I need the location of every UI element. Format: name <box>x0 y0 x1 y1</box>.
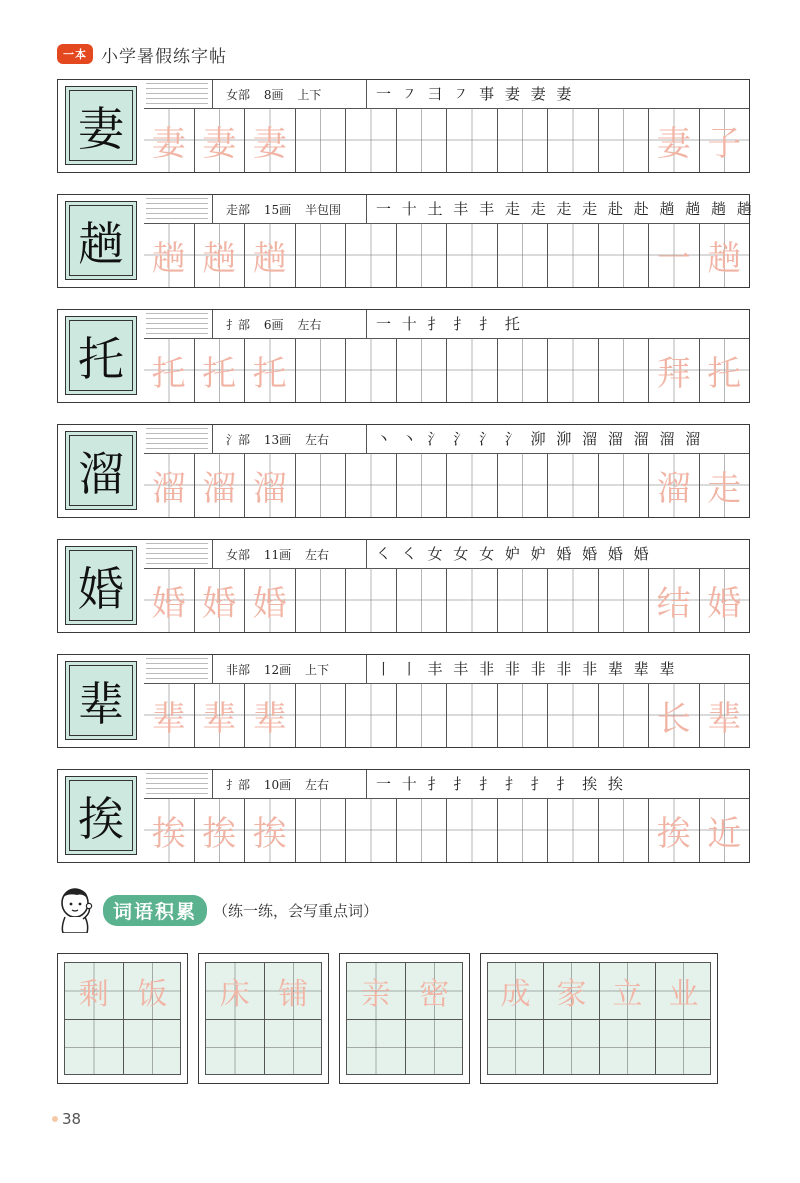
practice-cell[interactable] <box>497 568 548 632</box>
trace-character <box>397 568 447 632</box>
character-block <box>57 79 750 173</box>
trace-character <box>548 453 598 517</box>
trace-character: 托 <box>202 353 237 394</box>
character-info-row <box>144 425 749 454</box>
trace-character <box>548 223 598 287</box>
practice-cell[interactable] <box>295 108 346 172</box>
trace-character: 挨 <box>252 813 287 854</box>
practice-cell[interactable] <box>648 683 699 747</box>
trace-character <box>548 108 598 172</box>
trace-character: 妻 <box>252 123 287 164</box>
vocab-cell[interactable] <box>655 1019 711 1076</box>
character-info-row <box>144 655 749 684</box>
trace-character <box>346 338 396 402</box>
practice-cell[interactable] <box>497 453 548 517</box>
vocab-cell[interactable] <box>599 1019 655 1076</box>
vocab-cell[interactable] <box>264 962 323 1019</box>
trace-character <box>498 568 548 632</box>
pinyin-lines[interactable] <box>146 543 208 565</box>
vocab-section-title <box>57 886 378 934</box>
radical: 非部 <box>226 663 251 677</box>
trace-character <box>498 223 548 287</box>
trace-character: 挨 <box>151 813 186 854</box>
trace-character <box>397 223 447 287</box>
pinyin-lines[interactable] <box>146 83 208 105</box>
trace-character: 婚 <box>252 583 287 624</box>
trace-character: 溜 <box>252 468 287 509</box>
stroke-order: 丨 丨 丰 丰 非 非 非 非 非 辈 辈 辈 <box>376 660 678 678</box>
practice-cell[interactable] <box>194 683 245 747</box>
practice-cell[interactable] <box>598 683 649 747</box>
practice-cell[interactable] <box>699 108 750 172</box>
stroke-order: 一 十 土 丰 丰 走 走 走 走 赴 赴 趟 趟 趟 趟 <box>376 200 755 218</box>
practice-cell[interactable] <box>345 683 396 747</box>
vocab-trace-character: 饭 <box>137 976 168 1012</box>
practice-cell[interactable] <box>244 223 295 287</box>
trace-character <box>599 223 649 287</box>
trace-character <box>447 683 497 747</box>
trace-character: 长 <box>656 698 691 739</box>
vocab-cell[interactable] <box>346 962 405 1019</box>
trace-character <box>447 338 497 402</box>
vocab-word-box <box>57 953 188 1084</box>
vocab-word-box <box>339 953 470 1084</box>
page-number-text: 38 <box>62 1110 82 1128</box>
practice-cell[interactable] <box>598 568 649 632</box>
trace-character: 婚 <box>707 583 742 624</box>
vocab-trace-character: 成 <box>500 976 531 1012</box>
trace-character <box>397 108 447 172</box>
vocab-word-box <box>198 953 329 1084</box>
practice-cell[interactable] <box>497 683 548 747</box>
vocab-trace-character: 剩 <box>78 976 109 1012</box>
trace-character: 趟 <box>707 238 742 279</box>
radical: 扌部 <box>226 318 251 332</box>
trace-character: 近 <box>707 813 742 854</box>
trace-character: 妻 <box>202 123 237 164</box>
trace-character <box>296 683 346 747</box>
trace-character <box>296 798 346 862</box>
main-character-box <box>65 661 137 740</box>
vocab-cell[interactable] <box>346 1019 405 1076</box>
stroke-count: 6画 <box>263 318 284 332</box>
vocab-trace-character: 床 <box>219 976 250 1012</box>
character-meta <box>226 86 331 103</box>
trace-character <box>346 453 396 517</box>
practice-cell[interactable] <box>699 223 750 287</box>
vocab-cell[interactable] <box>655 962 711 1019</box>
practice-cell[interactable] <box>194 453 245 517</box>
practice-cell[interactable] <box>345 338 396 402</box>
practice-cell[interactable] <box>446 683 497 747</box>
practice-cell[interactable] <box>446 798 497 862</box>
main-character-box <box>65 86 137 165</box>
practice-grid <box>144 798 749 862</box>
practice-cell[interactable] <box>446 338 497 402</box>
main-character: 妻 <box>78 101 124 156</box>
practice-cell[interactable] <box>144 683 194 747</box>
trace-character: 托 <box>151 353 186 394</box>
stroke-count: 10画 <box>263 778 292 792</box>
structure: 半包围 <box>304 203 341 217</box>
practice-cell[interactable] <box>598 338 649 402</box>
practice-cell[interactable] <box>446 568 497 632</box>
series-badge: 一本 <box>57 44 93 64</box>
character-info-row <box>144 80 749 109</box>
vocab-cell[interactable] <box>599 962 655 1019</box>
practice-grid <box>144 568 749 632</box>
trace-character: 拜 <box>656 353 691 394</box>
practice-cell[interactable] <box>396 683 447 747</box>
trace-character <box>548 683 598 747</box>
main-character-box <box>65 546 137 625</box>
vocab-cell[interactable] <box>487 962 543 1019</box>
trace-character: 溜 <box>202 468 237 509</box>
practice-cell[interactable] <box>547 338 598 402</box>
stroke-order: 一 ㇇ 彐 ㇇ 事 妻 妻 妻 <box>376 85 575 103</box>
trace-character <box>296 453 346 517</box>
practice-cell[interactable] <box>295 683 346 747</box>
practice-cell[interactable] <box>497 223 548 287</box>
practice-cell[interactable] <box>598 223 649 287</box>
radical: 走部 <box>226 203 251 217</box>
vocab-cell[interactable] <box>487 1019 543 1076</box>
practice-cell[interactable] <box>144 338 194 402</box>
trace-character <box>397 683 447 747</box>
trace-character <box>599 108 649 172</box>
practice-cell[interactable] <box>497 338 548 402</box>
character-meta <box>226 316 331 333</box>
practice-cell[interactable] <box>194 223 245 287</box>
character-meta <box>226 661 339 678</box>
trace-character <box>296 223 346 287</box>
stroke-count: 11画 <box>263 548 292 562</box>
character-meta <box>226 201 351 218</box>
structure: 左右 <box>297 318 322 332</box>
vocab-trace-character: 家 <box>556 976 587 1012</box>
practice-cell[interactable] <box>598 798 649 862</box>
practice-cell[interactable] <box>547 453 598 517</box>
radical: 扌部 <box>226 778 251 792</box>
practice-cell[interactable] <box>345 453 396 517</box>
vocab-cell[interactable] <box>405 1019 464 1076</box>
book-title: 小学暑假练字帖 <box>101 46 227 67</box>
trace-character: 结 <box>656 583 691 624</box>
trace-character <box>599 798 649 862</box>
trace-character <box>397 453 447 517</box>
character-info-row <box>144 770 749 799</box>
pinyin-lines[interactable] <box>146 313 208 335</box>
trace-character <box>599 683 649 747</box>
practice-grid <box>144 338 749 402</box>
practice-cell[interactable] <box>396 338 447 402</box>
character-info-row <box>144 540 749 569</box>
practice-cell[interactable] <box>547 223 598 287</box>
practice-cell[interactable] <box>244 568 295 632</box>
trace-character <box>346 798 396 862</box>
character-block <box>57 424 750 518</box>
character-info-row <box>144 310 749 339</box>
main-character-box <box>65 201 137 280</box>
practice-cell[interactable] <box>295 568 346 632</box>
practice-cell[interactable] <box>144 568 194 632</box>
trace-character: 溜 <box>656 468 691 509</box>
practice-cell[interactable] <box>244 338 295 402</box>
character-block <box>57 769 750 863</box>
trace-character <box>296 338 346 402</box>
trace-character <box>599 568 649 632</box>
character-meta <box>226 431 339 448</box>
trace-character <box>599 338 649 402</box>
radical: 女部 <box>226 88 251 102</box>
pinyin-lines[interactable] <box>146 198 208 220</box>
stroke-count: 12画 <box>263 663 292 677</box>
page-number <box>52 1110 81 1128</box>
trace-character <box>296 568 346 632</box>
vocab-title: 词语积累 <box>103 895 207 926</box>
trace-character <box>548 798 598 862</box>
practice-cell[interactable] <box>699 683 750 747</box>
practice-cell[interactable] <box>547 683 598 747</box>
main-character-box <box>65 316 137 395</box>
trace-character: 辈 <box>151 698 186 739</box>
trace-character: 子 <box>707 123 742 164</box>
vocab-cell[interactable] <box>64 1019 123 1076</box>
vocab-cell[interactable] <box>543 1019 599 1076</box>
trace-character <box>346 108 396 172</box>
vocab-trace-character: 亲 <box>360 976 391 1012</box>
practice-cell[interactable] <box>295 453 346 517</box>
structure: 左右 <box>304 778 329 792</box>
trace-character: 一 <box>656 238 691 279</box>
practice-cell[interactable] <box>244 683 295 747</box>
vocab-cell[interactable] <box>264 1019 323 1076</box>
vocab-word-box <box>480 953 718 1084</box>
pinyin-lines[interactable] <box>146 773 208 795</box>
structure: 左右 <box>304 548 329 562</box>
stroke-order: 一 十 扌 扌 扌 托 <box>376 315 523 333</box>
character-block <box>57 309 750 403</box>
trace-character <box>599 453 649 517</box>
thinking-kid-icon <box>57 887 99 933</box>
practice-cell[interactable] <box>497 798 548 862</box>
structure: 上下 <box>297 88 322 102</box>
vocab-trace-character: 密 <box>419 976 450 1012</box>
trace-character: 婚 <box>202 583 237 624</box>
practice-grid <box>144 683 749 747</box>
trace-character <box>498 108 548 172</box>
practice-cell[interactable] <box>446 108 497 172</box>
practice-cell[interactable] <box>547 108 598 172</box>
character-info-row <box>144 195 755 224</box>
trace-character <box>346 683 396 747</box>
structure: 左右 <box>304 433 329 447</box>
trace-character: 挨 <box>656 813 691 854</box>
trace-character <box>498 798 548 862</box>
practice-cell[interactable] <box>699 453 750 517</box>
practice-cell[interactable] <box>194 568 245 632</box>
trace-character: 辈 <box>202 698 237 739</box>
vocab-trace-character: 立 <box>612 976 643 1012</box>
character-meta <box>226 546 339 563</box>
trace-character <box>296 108 346 172</box>
practice-cell[interactable] <box>598 108 649 172</box>
vocab-cell[interactable] <box>205 962 264 1019</box>
vocab-cell[interactable] <box>405 962 464 1019</box>
trace-character: 挨 <box>202 813 237 854</box>
character-meta <box>226 776 339 793</box>
practice-cell[interactable] <box>244 798 295 862</box>
practice-cell[interactable] <box>396 223 447 287</box>
main-character: 辈 <box>78 676 124 731</box>
trace-character: 趟 <box>202 238 237 279</box>
trace-character <box>447 453 497 517</box>
practice-cell[interactable] <box>396 568 447 632</box>
trace-character <box>397 798 447 862</box>
practice-grid <box>144 108 749 172</box>
practice-cell[interactable] <box>547 798 598 862</box>
practice-cell[interactable] <box>396 108 447 172</box>
practice-cell[interactable] <box>144 453 194 517</box>
practice-cell[interactable] <box>194 798 245 862</box>
practice-cell[interactable] <box>699 798 750 862</box>
stroke-count: 8画 <box>263 88 284 102</box>
pinyin-lines[interactable] <box>146 658 208 680</box>
trace-character <box>447 798 497 862</box>
vocab-cell[interactable] <box>543 962 599 1019</box>
trace-character <box>447 108 497 172</box>
trace-character <box>498 453 548 517</box>
trace-character: 婚 <box>151 583 186 624</box>
radical: 氵部 <box>226 433 251 447</box>
practice-cell[interactable] <box>295 798 346 862</box>
trace-character: 辈 <box>252 698 287 739</box>
trace-character: 托 <box>252 353 287 394</box>
page-dot-icon <box>52 1116 58 1122</box>
practice-cell[interactable] <box>295 338 346 402</box>
pinyin-lines[interactable] <box>146 428 208 450</box>
practice-cell[interactable] <box>345 108 396 172</box>
practice-cell[interactable] <box>244 108 295 172</box>
main-character: 托 <box>78 331 124 386</box>
character-block <box>57 654 750 748</box>
radical: 女部 <box>226 548 251 562</box>
character-block <box>57 194 755 288</box>
trace-character: 托 <box>707 353 742 394</box>
trace-character: 辈 <box>707 698 742 739</box>
stroke-count: 13画 <box>263 433 292 447</box>
practice-cell[interactable] <box>648 798 699 862</box>
vocab-cell[interactable] <box>123 1019 182 1076</box>
main-character: 挨 <box>78 791 124 846</box>
practice-cell[interactable] <box>396 453 447 517</box>
trace-character <box>498 338 548 402</box>
vocab-cell[interactable] <box>205 1019 264 1076</box>
trace-character: 趟 <box>252 238 287 279</box>
practice-cell[interactable] <box>295 223 346 287</box>
trace-character <box>498 683 548 747</box>
trace-character: 趟 <box>151 238 186 279</box>
practice-cell[interactable] <box>144 223 194 287</box>
practice-cell[interactable] <box>345 568 396 632</box>
practice-cell[interactable] <box>396 798 447 862</box>
trace-character <box>447 223 497 287</box>
character-block <box>57 539 750 633</box>
practice-cell[interactable] <box>244 453 295 517</box>
vocab-note: （练一练，会写重点词） <box>213 901 379 920</box>
main-character-box <box>65 776 137 855</box>
practice-cell[interactable] <box>648 453 699 517</box>
practice-cell[interactable] <box>648 108 699 172</box>
trace-character <box>548 568 598 632</box>
vocab-trace-character: 铺 <box>278 976 309 1012</box>
trace-character: 妻 <box>656 123 691 164</box>
practice-cell[interactable] <box>194 338 245 402</box>
practice-cell[interactable] <box>144 798 194 862</box>
practice-cell[interactable] <box>648 568 699 632</box>
vocab-trace-character: 业 <box>668 976 699 1012</box>
vocab-cell[interactable] <box>123 962 182 1019</box>
trace-character <box>548 338 598 402</box>
practice-cell[interactable] <box>497 108 548 172</box>
practice-cell[interactable] <box>446 453 497 517</box>
practice-grid <box>144 453 749 517</box>
page-header <box>57 42 227 66</box>
practice-cell[interactable] <box>144 108 194 172</box>
practice-cell[interactable] <box>648 223 699 287</box>
trace-character: 走 <box>707 468 742 509</box>
trace-character <box>346 223 396 287</box>
practice-cell[interactable] <box>699 568 750 632</box>
stroke-order: ㇛ ㇛ 女 女 女 妒 妒 婚 婚 婚 婚 <box>376 545 652 563</box>
practice-cell[interactable] <box>345 798 396 862</box>
practice-cell[interactable] <box>648 338 699 402</box>
practice-cell[interactable] <box>345 223 396 287</box>
trace-character: 溜 <box>151 468 186 509</box>
main-character-box <box>65 431 137 510</box>
main-character: 婚 <box>78 561 124 616</box>
trace-character <box>397 338 447 402</box>
trace-character: 妻 <box>151 123 186 164</box>
stroke-count: 15画 <box>263 203 292 217</box>
practice-cell[interactable] <box>598 453 649 517</box>
trace-character <box>447 568 497 632</box>
stroke-order: 丶 丶 氵 氵 氵 氵 泖 泖 溜 溜 溜 溜 溜 <box>376 430 704 448</box>
trace-character <box>346 568 396 632</box>
practice-cell[interactable] <box>699 338 750 402</box>
main-character: 趟 <box>78 216 124 271</box>
practice-grid <box>144 223 749 287</box>
practice-cell[interactable] <box>446 223 497 287</box>
practice-cell[interactable] <box>194 108 245 172</box>
vocab-cell[interactable] <box>64 962 123 1019</box>
practice-cell[interactable] <box>547 568 598 632</box>
main-character: 溜 <box>78 446 124 501</box>
stroke-order: 一 十 扌 扌 扌 扌 扌 扌 挨 挨 <box>376 775 626 793</box>
structure: 上下 <box>304 663 329 677</box>
